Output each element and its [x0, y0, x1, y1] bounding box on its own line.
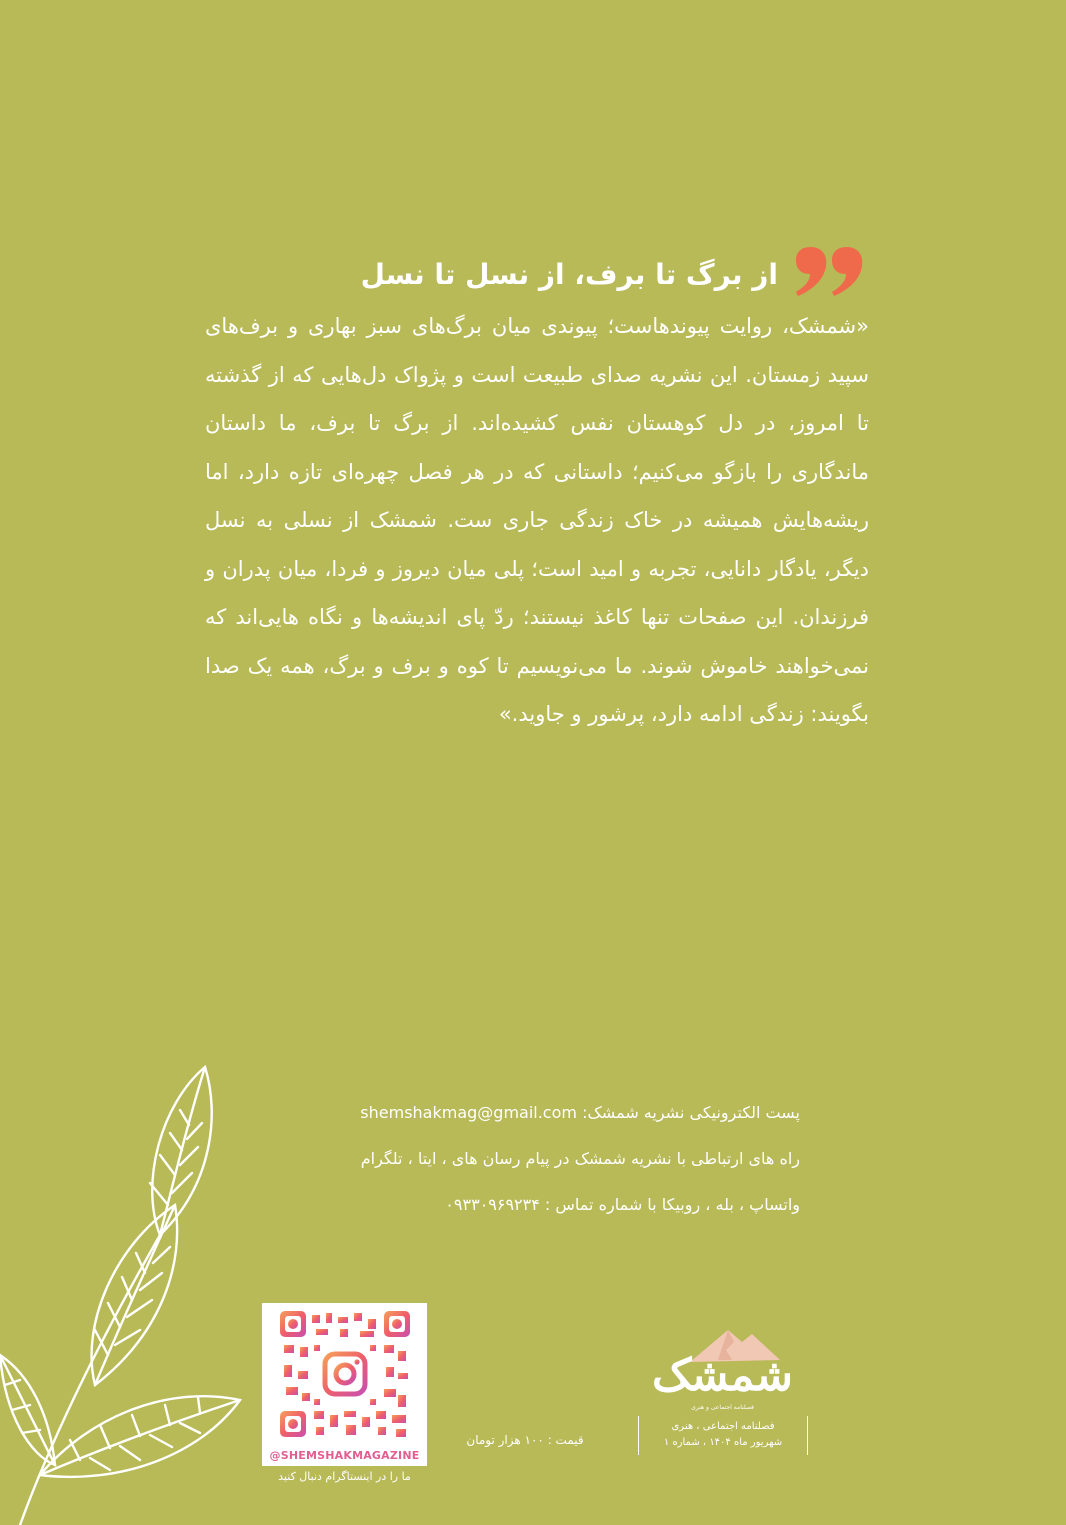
qr-code-card[interactable] — [262, 1303, 427, 1466]
logo-subtitle-box — [638, 1416, 808, 1455]
price-label: قیمت : ۱۰۰ هزار تومان — [466, 1433, 584, 1447]
phone-number[interactable]: ۰۹۳۳۰۹۶۹۲۳۴ — [445, 1195, 540, 1214]
instagram-handle[interactable]: @SHEMSHAKMAGAZINE — [269, 1449, 420, 1462]
quote-mark-icon — [790, 240, 880, 300]
magazine-logo — [630, 1320, 815, 1460]
body-paragraph: «شمشک، روایت پیوندهاست؛ پیوندی میان برگ‌های سبز بهاری و برف‌های سپید زمستان. این نشریه صدای طبیعت است و پژواک دل‌هایی که از گذشته تا امروز، در دل کوهستان نفس کشیده‌اند. از برگ تا برف، ما داستان ماندگاری را بازگو می‌کنیم؛ داستانی که در هر فصل چهره‌ای تازه دارد، اما ریشه‌هایش همیشه در خاک زندگی جاری ست. شمشک از نسلی به نسل دیگر، یادگار دانایی، تجربه و امید است؛ پلی میان دیروز و فردا، میان پدران و فرزندان. این صفحات تنها کاغذ نیستند؛ ردّ پای اندیشه‌ها و نگاه هایی‌اند که نمی‌خواهند خاموش شوند. ما می‌نویسیم تا کوه و برف و برگ، همه یک صدا بگویند: زندگی ادامه دارد، پرشور و جاوید.» — [205, 314, 869, 726]
email-label: پست الکترونیکی نشریه شمشک: — [582, 1103, 800, 1122]
leaf-illustration-icon — [0, 1055, 270, 1525]
channels-line: راه های ارتباطی با نشریه شمشک در پیام رسان های ، ایتا ، تلگرام — [360, 1149, 800, 1168]
follow-caption: ما را در اینستاگرام دنبال کنید — [278, 1470, 411, 1483]
logo-tagline: فصلنامه اجتماعی و هنری — [691, 1404, 754, 1411]
logo-subtitle-1: فصلنامه اجتماعی ، هنری — [671, 1421, 775, 1432]
email-line — [260, 1090, 800, 1136]
qr-code-icon — [280, 1311, 410, 1439]
email-address[interactable]: shemshakmag@gmail.com — [360, 1103, 577, 1122]
logo-subtitle-2: شهریور ماه ۱۴۰۴ ، شماره ۱ — [663, 1437, 783, 1448]
headline: از برگ تا برف، از نسل تا نسل — [360, 258, 778, 291]
phone-label: واتساپ ، بله ، روبیکا با شماره تماس : — [544, 1195, 800, 1214]
logo-wordmark: شمشک — [652, 1350, 793, 1401]
phone-line — [260, 1182, 800, 1228]
contact-block — [260, 1090, 800, 1228]
